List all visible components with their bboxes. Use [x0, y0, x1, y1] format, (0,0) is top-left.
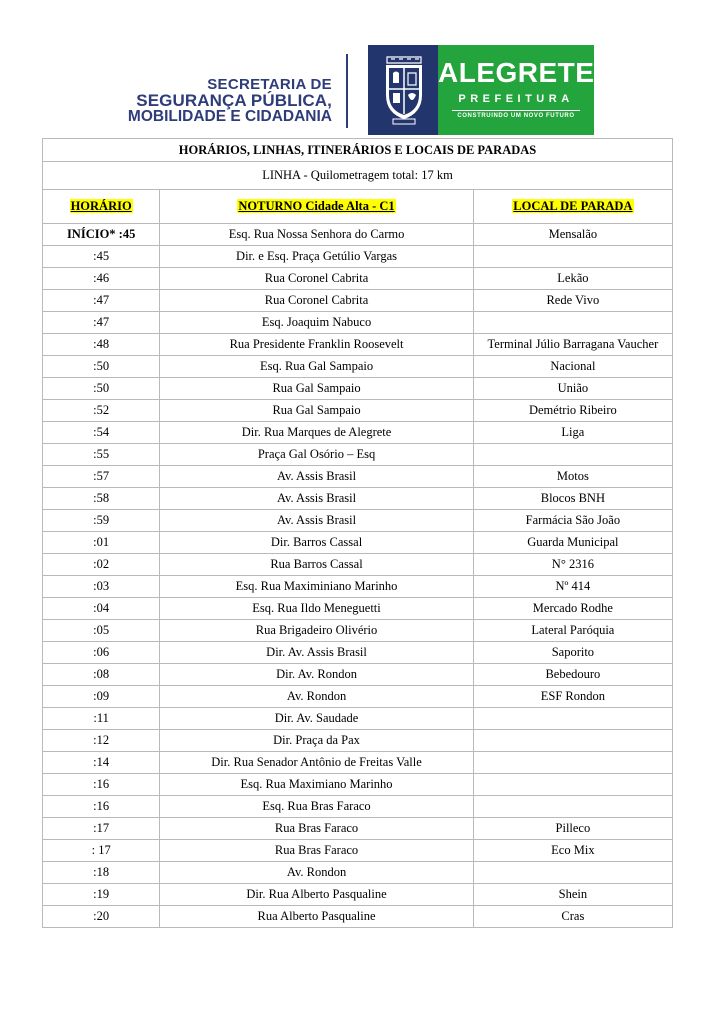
route-cell: Av. Assis Brasil: [160, 510, 473, 532]
stop-cell: Pilleco: [473, 818, 672, 840]
table-row: [43, 752, 673, 774]
time-cell: :20: [43, 906, 160, 928]
route-cell: Dir. Av. Saudade: [160, 708, 473, 730]
stop-cell: [473, 862, 672, 884]
route-cell: Av. Rondon: [160, 862, 473, 884]
route-cell: Esq. Rua Nossa Senhora do Carmo: [160, 224, 473, 246]
table-row: [43, 532, 673, 554]
header-cell-stop: [473, 190, 672, 224]
table-row: [43, 708, 673, 730]
time-cell: :11: [43, 708, 160, 730]
time-cell: INÍCIO* :45: [43, 224, 160, 246]
stop-cell: Mercado Rodhe: [473, 598, 672, 620]
time-cell: :59: [43, 510, 160, 532]
time-cell: : 17: [43, 840, 160, 862]
time-cell: :09: [43, 686, 160, 708]
stop-cell: Blocos BNH: [473, 488, 672, 510]
stop-cell: Liga: [473, 422, 672, 444]
route-cell: Dir. Praça da Pax: [160, 730, 473, 752]
route-cell: Av. Assis Brasil: [160, 488, 473, 510]
route-cell: Av. Assis Brasil: [160, 466, 473, 488]
time-cell: :46: [43, 268, 160, 290]
line-distance: LINHA - Quilometragem total: 17 km: [43, 162, 673, 190]
stop-cell: [473, 444, 672, 466]
stop-cell: [473, 312, 672, 334]
schedule-table: [42, 138, 673, 928]
table-row: [43, 730, 673, 752]
route-cell: Rua Coronel Cabrita: [160, 290, 473, 312]
stop-cell: União: [473, 378, 672, 400]
route-cell: Rua Coronel Cabrita: [160, 268, 473, 290]
time-cell: :05: [43, 620, 160, 642]
time-cell: :04: [43, 598, 160, 620]
column-header-row: [43, 190, 673, 224]
stop-cell: Farmácia São João: [473, 510, 672, 532]
time-cell: :08: [43, 664, 160, 686]
stop-cell: ESF Rondon: [473, 686, 672, 708]
city-name: ALEGRETE: [438, 57, 595, 88]
stop-cell: Bebedouro: [473, 664, 672, 686]
time-cell: :52: [43, 400, 160, 422]
time-cell: :16: [43, 796, 160, 818]
table-row: [43, 774, 673, 796]
stop-cell: Lateral Paróquia: [473, 620, 672, 642]
table-row: [43, 488, 673, 510]
city-slogan: CONSTRUINDO UM NOVO FUTURO: [457, 113, 575, 119]
route-cell: Esq. Rua Bras Faraco: [160, 796, 473, 818]
stop-cell: Cras: [473, 906, 672, 928]
time-cell: :19: [43, 884, 160, 906]
route-cell: Rua Alberto Pasqualine: [160, 906, 473, 928]
route-cell: Esq. Rua Maximiano Marinho: [160, 774, 473, 796]
table-subtitle-row: [43, 162, 673, 190]
table-row: [43, 642, 673, 664]
stop-cell: Shein: [473, 884, 672, 906]
table-row: [43, 686, 673, 708]
route-cell: Esq. Rua Ildo Meneguetti: [160, 598, 473, 620]
time-cell: :14: [43, 752, 160, 774]
stop-cell: [473, 796, 672, 818]
document-title: HORÁRIOS, LINHAS, ITINERÁRIOS E LOCAIS DE PARADAS: [43, 139, 673, 162]
route-cell: Esq. Joaquim Nabuco: [160, 312, 473, 334]
time-cell: :54: [43, 422, 160, 444]
time-cell: :06: [43, 642, 160, 664]
table-row: [43, 554, 673, 576]
stop-cell: Nacional: [473, 356, 672, 378]
stop-cell: Nº 414: [473, 576, 672, 598]
city-subtitle: PREFEITURA: [458, 93, 574, 105]
route-cell: Rua Barros Cassal: [160, 554, 473, 576]
header-cell-route: [160, 190, 473, 224]
table-row: [43, 664, 673, 686]
table-row: [43, 334, 673, 356]
time-cell: :12: [43, 730, 160, 752]
header-cell-time: [43, 190, 160, 224]
route-cell: Rua Bras Faraco: [160, 840, 473, 862]
city-crest-icon: [383, 55, 425, 127]
route-cell: Dir. Rua Senador Antônio de Freitas Valle: [160, 752, 473, 774]
stop-cell: Eco Mix: [473, 840, 672, 862]
time-cell: :45: [43, 246, 160, 268]
table-row: [43, 840, 673, 862]
time-cell: :47: [43, 290, 160, 312]
time-cell: :17: [43, 818, 160, 840]
stop-cell: Motos: [473, 466, 672, 488]
route-cell: Dir. Barros Cassal: [160, 532, 473, 554]
route-cell: Esq. Rua Gal Sampaio: [160, 356, 473, 378]
table-row: [43, 268, 673, 290]
logo-divider: [452, 110, 580, 111]
time-column-header: HORÁRIO: [70, 199, 132, 213]
table-row: [43, 598, 673, 620]
time-cell: :01: [43, 532, 160, 554]
route-cell: Av. Rondon: [160, 686, 473, 708]
route-cell: Esq. Rua Maximiniano Marinho: [160, 576, 473, 598]
route-cell: Dir. Rua Alberto Pasqualine: [160, 884, 473, 906]
route-cell: Rua Bras Faraco: [160, 818, 473, 840]
time-cell: :55: [43, 444, 160, 466]
table-title-row: [43, 139, 673, 162]
table-row: [43, 576, 673, 598]
route-cell: Rua Gal Sampaio: [160, 400, 473, 422]
time-cell: :48: [43, 334, 160, 356]
route-cell: Dir. Rua Marques de Alegrete: [160, 422, 473, 444]
document-header: [0, 0, 724, 138]
stop-cell: [473, 774, 672, 796]
stop-cell: [473, 246, 672, 268]
table-row: [43, 224, 673, 246]
table-row: [43, 246, 673, 268]
table-row: [43, 862, 673, 884]
stop-cell: [473, 730, 672, 752]
route-cell: Dir. e Esq. Praça Getúlio Vargas: [160, 246, 473, 268]
stop-cell: Guarda Municipal: [473, 532, 672, 554]
time-cell: :02: [43, 554, 160, 576]
table-row: [43, 422, 673, 444]
table-row: [43, 400, 673, 422]
stop-cell: Terminal Júlio Barragana Vaucher: [473, 334, 672, 356]
route-column-header: NOTURNO Cidade Alta - C1: [238, 199, 395, 213]
stop-cell: [473, 752, 672, 774]
table-row: [43, 818, 673, 840]
time-cell: :50: [43, 378, 160, 400]
stop-cell: Mensalão: [473, 224, 672, 246]
table-row: [43, 378, 673, 400]
table-row: [43, 620, 673, 642]
table-row: [43, 510, 673, 532]
table-row: [43, 290, 673, 312]
route-cell: Rua Gal Sampaio: [160, 378, 473, 400]
secretaria-name: [100, 77, 332, 125]
time-cell: :58: [43, 488, 160, 510]
route-cell: Rua Brigadeiro Olivério: [160, 620, 473, 642]
route-cell: Praça Gal Osório – Esq: [160, 444, 473, 466]
time-cell: :03: [43, 576, 160, 598]
stop-cell: [473, 708, 672, 730]
time-cell: :50: [43, 356, 160, 378]
time-cell: :57: [43, 466, 160, 488]
secretaria-line-1: SECRETARIA DE: [207, 76, 332, 93]
stop-column-header: LOCAL DE PARADA: [513, 199, 633, 213]
time-cell: :18: [43, 862, 160, 884]
table-row: [43, 466, 673, 488]
route-cell: Dir. Av. Rondon: [160, 664, 473, 686]
table-row: [43, 906, 673, 928]
stop-cell: N° 2316: [473, 554, 672, 576]
secretaria-line-2: SEGURANÇA PÚBLICA,: [136, 91, 332, 110]
route-cell: Dir. Av. Assis Brasil: [160, 642, 473, 664]
table-row: [43, 356, 673, 378]
stop-cell: Rede Vivo: [473, 290, 672, 312]
table-row: [43, 796, 673, 818]
route-cell: Rua Presidente Franklin Roosevelt: [160, 334, 473, 356]
header-divider: [346, 54, 348, 128]
table-row: [43, 884, 673, 906]
table-row: [43, 444, 673, 466]
table-row: [43, 312, 673, 334]
stop-cell: Saporito: [473, 642, 672, 664]
time-cell: :47: [43, 312, 160, 334]
secretaria-line-3: MOBILIDADE E CIDADANIA: [127, 108, 332, 125]
time-cell: :16: [43, 774, 160, 796]
stop-cell: Demétrio Ribeiro: [473, 400, 672, 422]
stop-cell: Lekão: [473, 268, 672, 290]
